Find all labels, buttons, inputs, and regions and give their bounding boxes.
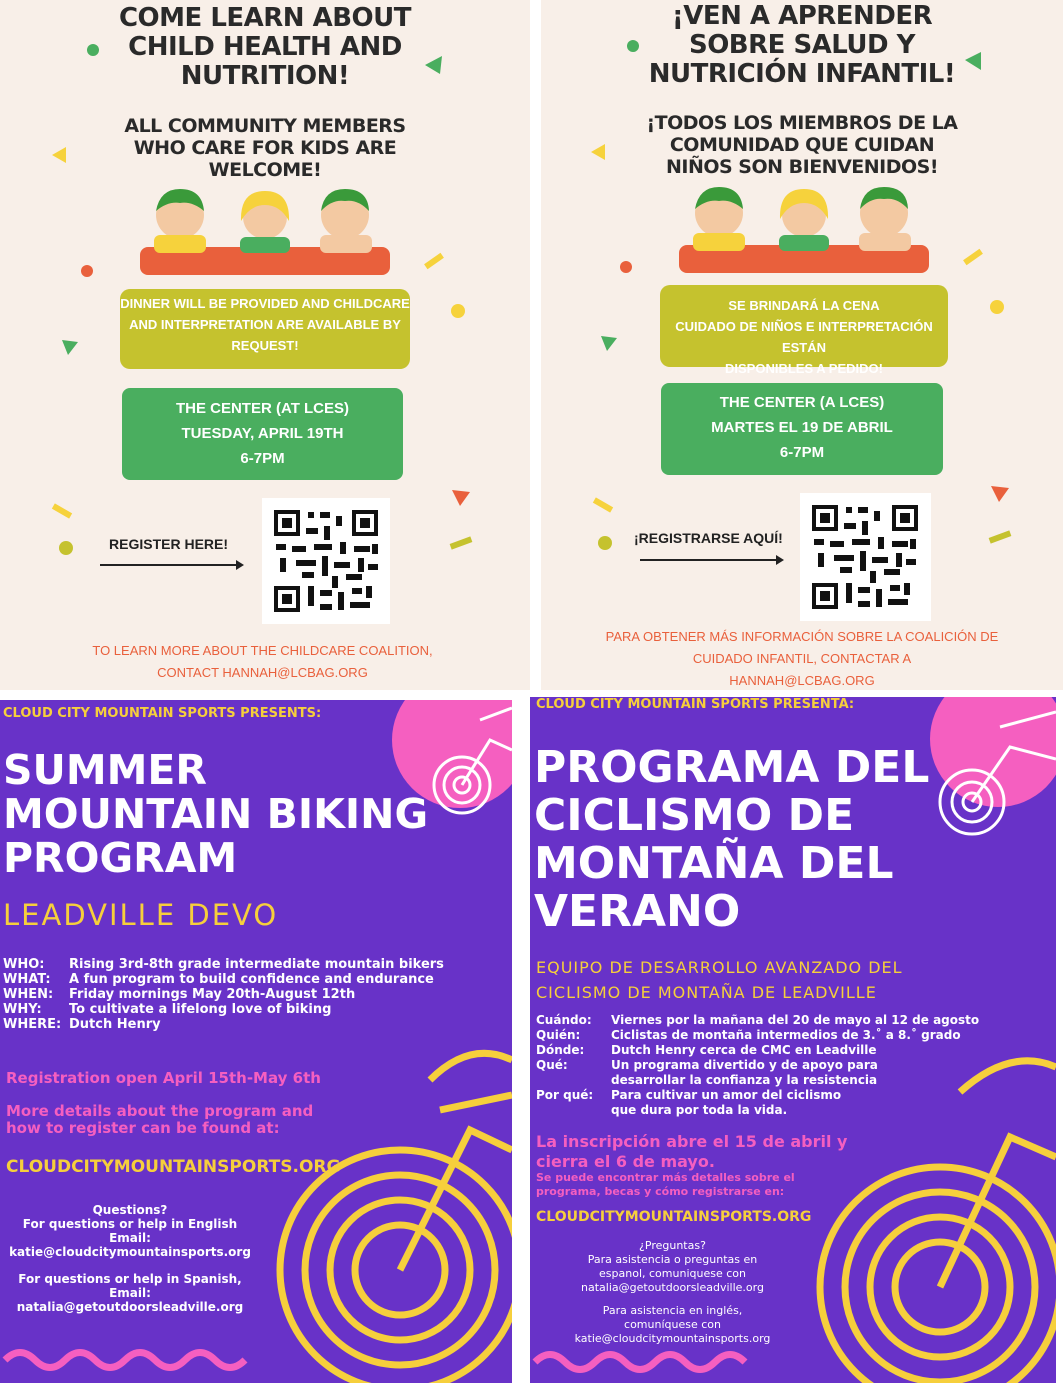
contact-text: TO LEARN MORE ABOUT THE CHILDCARE COALITION, CONTACT HANNAH@LCBAG.ORG <box>92 643 433 680</box>
questions-english: Questions? For questions or help in English Email: katie@cloudcitymountainsports.org <box>0 1203 260 1259</box>
dinner-info-box: SE BRINDARÁ LA CENA CUIDADO DE NIÑOS E INTERPRETACIÓN ESTÁN DISPONIBLES A PEDIDO! <box>660 285 948 367</box>
detail-row: WHAT: A fun program to build confidence and endurance <box>3 972 434 987</box>
questions-spanish: For questions or help in Spanish, Email: natalia@getoutdoorsleadville.org <box>0 1272 260 1314</box>
event-info-box: THE CENTER (AT LCES) TUESDAY, APRIL 19TH 6-7PM <box>122 388 403 480</box>
arrow-right-icon <box>100 558 245 572</box>
register-label: REGISTER HERE! <box>109 536 229 552</box>
child-face-icon <box>154 189 206 253</box>
children-illustration <box>679 183 929 275</box>
detail-row: WHY: To cultivate a lifelong love of biking <box>3 1002 332 1017</box>
program-subtitle: LEADVILLE DEVO <box>3 898 279 932</box>
detail-row: WHEN: Friday mornings May 20th-August 12th <box>3 987 356 1002</box>
bike-flyer-spanish <box>530 697 1056 1383</box>
qr-code-icon <box>262 498 390 624</box>
children-illustration <box>140 185 390 277</box>
detail-row: WHERE: Dutch Henry <box>3 1017 161 1032</box>
detail-row: WHO: Rising 3rd-8th grade intermediate mountain bikers <box>3 957 444 972</box>
presents-text: CLOUD CITY MOUNTAIN SPORTS PRESENTS: <box>3 706 322 721</box>
flyer-title: COME LEARN ABOUT CHILD HEALTH AND NUTRITION! <box>118 3 412 91</box>
qr-code-icon <box>800 493 931 621</box>
presents-text: CLOUD CITY MOUNTAIN SPORTS PRESENTA: <box>536 697 855 712</box>
arrow-right-icon <box>640 553 785 567</box>
child-face-icon <box>240 191 290 253</box>
questions-spanish: ¿Preguntas? Para asistencia o preguntas en espanol, comuniquese con natalia@getoutdoorsleadville.org <box>530 1239 815 1295</box>
register-label: ¡REGISTRARSE AQUÍ! <box>634 530 783 546</box>
dinner-info-box: DINNER WILL BE PROVIDED AND CHILDCARE AND INTERPRETATION ARE AVAILABLE BY REQUEST! <box>120 289 410 369</box>
detail-row: Cuándo: Viernes por la mañana del 20 de mayo al 12 de agosto <box>536 1013 980 1027</box>
website-link[interactable]: CLOUDCITYMOUNTAINSPORTS.ORG <box>536 1209 812 1225</box>
child-face-icon <box>320 189 372 253</box>
program-subtitle: EQUIPO DE DESARROLLO AVANZADO DEL CICLISMO DE MONTAÑA DE LEADVILLE <box>536 958 903 1002</box>
program-title: PROGRAMA DEL CICLISMO DE MONTAÑA DEL VERANO <box>534 742 930 937</box>
flyer-title: ¡VEN A APRENDER SOBRE SALUD Y NUTRICIÓN INFANTIL! <box>648 1 956 89</box>
email-link[interactable]: katie@cloudcitymountainsports.org <box>9 1245 251 1259</box>
program-title: SUMMER MOUNTAIN BIKING PROGRAM <box>3 746 429 882</box>
detail-row: Dónde: Dutch Henry cerca de CMC en Leadville <box>536 1043 877 1057</box>
email-link[interactable]: natalia@getoutdoorsleadville.org <box>16 1300 244 1314</box>
register-qr-code[interactable] <box>800 493 931 621</box>
event-info-box: THE CENTER (A LCES) MARTES EL 19 DE ABRIL 6-7PM <box>661 383 943 475</box>
email-link[interactable]: natalia@getoutdoorsleadville.org <box>581 1281 764 1294</box>
email-link[interactable]: katie@cloudcitymountainsports.org <box>574 1332 771 1345</box>
detail-row: Qué: Un programa divertido y de apoyo para <box>536 1058 878 1072</box>
bike-flyer-english <box>0 700 512 1383</box>
detail-row: Por qué: Para cultivar un amor del ciclismo <box>536 1088 842 1102</box>
child-face-icon <box>693 187 745 251</box>
welcome-text: ALL COMMUNITY MEMBERS WHO CARE FOR KIDS ARE WELCOME! <box>124 115 406 181</box>
health-flyer-spanish <box>541 0 1063 690</box>
registration-dates: La inscripción abre el 15 de abril y cierra el 6 de mayo. <box>536 1132 848 1171</box>
register-qr-code[interactable] <box>262 498 390 624</box>
health-flyer-english <box>0 0 530 690</box>
registration-dates: Registration open April 15th-May 6th <box>6 1069 321 1087</box>
detail-row: desarrollar la confianza y la resistencia <box>611 1073 878 1087</box>
website-link[interactable]: CLOUDCITYMOUNTAINSPORTS.ORG <box>6 1157 341 1177</box>
detail-row: Quién: Ciclistas de montaña intermedios de 3.˚ a 8.˚ grado <box>536 1028 961 1042</box>
more-details-text: More details about the program and how to register can be found at: <box>6 1102 314 1137</box>
questions-english: Para asistencia en inglés, comuníquese con katie@cloudcitymountainsports.org <box>530 1304 815 1346</box>
child-face-icon <box>779 189 829 251</box>
child-face-icon <box>859 187 911 251</box>
details-list <box>536 1013 979 1118</box>
contact-text: PARA OBTENER MÁS INFORMACIÓN SOBRE LA COALICIÓN DE CUIDADO INFANTIL, CONTACTAR A HANNAH@LCBAG.ORG <box>605 629 999 688</box>
welcome-text: ¡TODOS LOS MIEMBROS DE LA COMUNIDAD QUE CUIDAN NIÑOS SON BIENVENIDOS! <box>646 112 958 178</box>
details-list <box>3 957 444 1032</box>
more-details-text: Se puede encontrar más detalles sobre el programa, becas y cómo registrarse en: <box>536 1171 795 1198</box>
detail-row: que dura por toda la vida. <box>611 1103 788 1117</box>
